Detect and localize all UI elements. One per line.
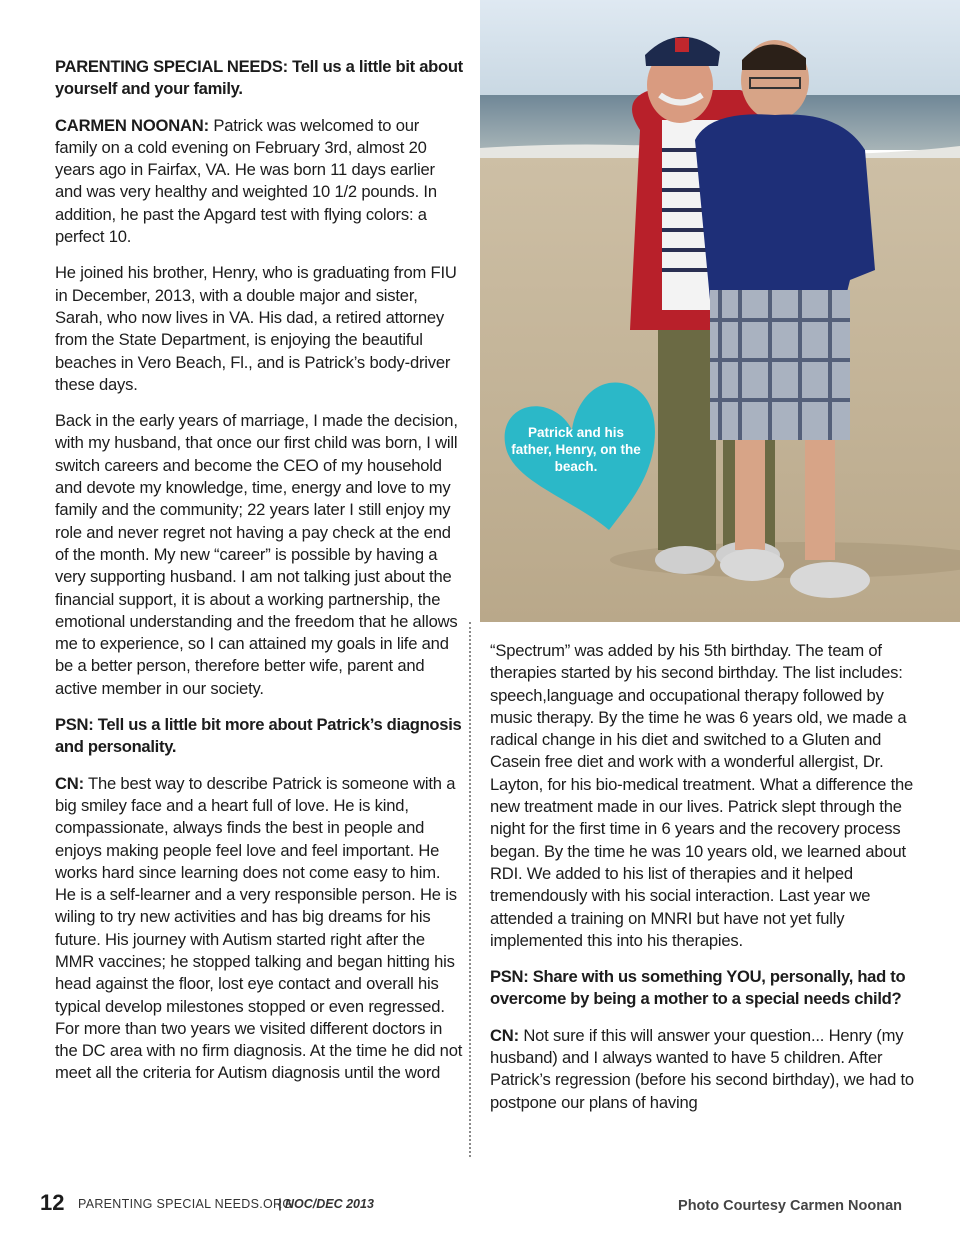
answer-1-label: CARMEN NOONAN:	[55, 115, 209, 135]
answer-3	[490, 1025, 920, 1114]
photo-credit: Photo Courtesy Carmen Noonan	[678, 1198, 902, 1214]
question-2: PSN: Tell us a little bit more about Patrick’s diagnosis and personality.	[55, 715, 462, 757]
answer-2	[55, 773, 463, 1085]
site-name: PARENTING SPECIAL NEEDS.ORG	[78, 1197, 293, 1211]
answer-1	[55, 115, 463, 249]
question-1: PARENTING SPECIAL NEEDS: Tell us a little bit about yourself and your family.	[55, 57, 463, 99]
answer-2-text: The best way to describe Patrick is someone with a big smiley face and a heart full of love. He is kind, compassionate, always finds the best in people and enjoys making people feel love and feel important. He works hard since learning does not come easy to him. He is a self-learner and a very responsible person. He is wiling to try new activities and has big dreams for his future. His journey with Autism started right after the MMR vaccines; he stopped talking and began hitting his head against the floor, lost eye contact and overall his typical develop milestones stopped or even regressed. For more than two years we visited different doctors in the DC area with no firm diagnosis. At the time he did not meet all the criteria for Autism diagnosis until the word	[55, 773, 463, 1083]
column-divider	[469, 622, 471, 1157]
left-column	[55, 56, 463, 1099]
right-column	[490, 640, 920, 1128]
answer-1-text: Patrick was welcomed to our family on a cold evening on February 3rd, almost 20 years ago in Fairfax, VA. He was born 11 days earlier and was very healthy and weighted 10 1/2 pounds. In addition, he past the Apgard test with flying colors: a perfect 10.	[55, 115, 437, 247]
paragraph-career: Back in the early years of marriage, I made the decision, with my husband, that once our first child was born, I will switch careers and become the CEO of my household and devote my knowledge, time, energy and love to my family and the community; 22 years later I still enjoy my role and never regret not having a pay check at the end of the month. My new “career” is possible by having a very supporting husband. I am not talking just about the financial support, it is about a working partnership, the emotional understanding and the freedom that he allows me to experience, so I can attained my goals in life and be a better person, therefore better wife, parent and active member in our society.	[55, 411, 458, 698]
answer-3-text: Not sure if this will answer your question... Henry (my husband) and I always wanted to have 5 children. After Patrick’s regression (before his second birthday), we had to postpone our plans of having	[490, 1025, 914, 1112]
photo-caption: Patrick and his father, Henry, on the beach.	[511, 425, 641, 474]
question-3: PSN: Share with us something YOU, personally, had to overcome by being a mother to a special needs child?	[490, 967, 906, 1009]
page-number: 12	[40, 1190, 65, 1215]
answer-2-label: CN:	[55, 773, 84, 793]
issue-label: | NOC/DEC 2013	[278, 1197, 374, 1211]
paragraph-therapies: “Spectrum” was added by his 5th birthday. The team of therapies started by his second birthday. The list includes: speech,language and occupational therapy followed by music therapy. By the time he was 6 years old, we made a radical change in his diet and switched to a Gluten and Casein free diet and work with a wonderful allergist, Dr. Layton, for his bio-medical treatment. What a difference the new treatment made in our lives. Patrick slept through the night for the first time in 6 years and the recovery process began. By the time he was 10 years old, we learned about RDI. We added to his list of therapies and it helped tremendously with his social interaction. Last year we attended a training on MNRI but have not yet fully implemented this into his therapies.	[490, 641, 914, 950]
paragraph-family: He joined his brother, Henry, who is graduating from FIU in December, 2013, with a double major and sister, Sarah, who now lives in VA. His dad, a retired attorney from the State Department, is enjoying the beautiful beaches in Vero Beach, Fl., and is Patrick’s body-driver these days.	[55, 263, 457, 394]
answer-3-label: CN:	[490, 1025, 519, 1045]
page-footer	[40, 1190, 920, 1220]
